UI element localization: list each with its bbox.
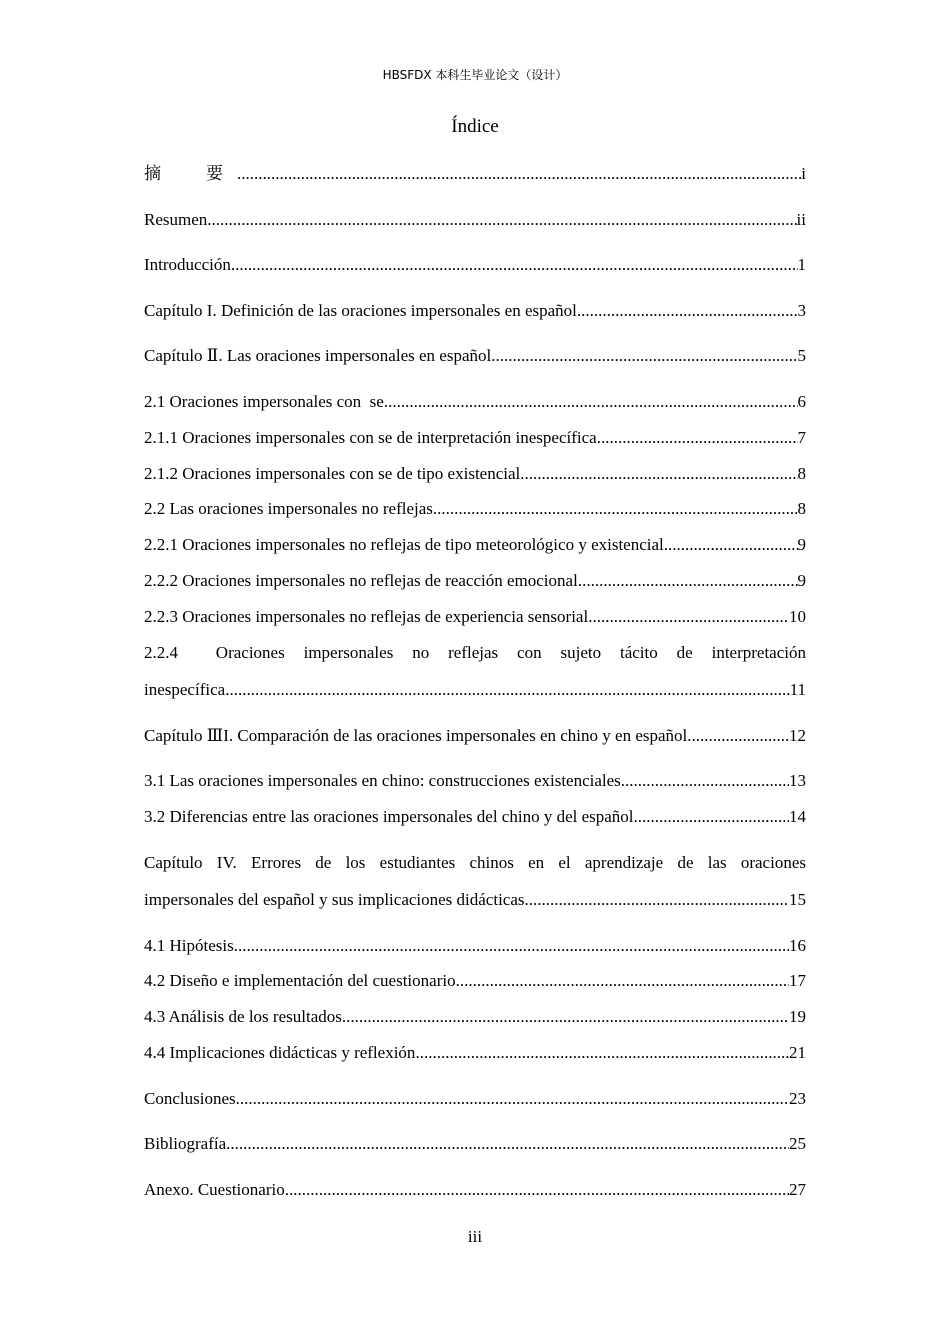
toc-entry-page: 27	[789, 1180, 806, 1199]
toc-leader-dots	[237, 163, 801, 185]
toc-leader-dots	[577, 300, 798, 322]
toc-entry-label: 2.1.2 Oraciones impersonales con se de tipo existencial	[144, 464, 521, 483]
toc-entry-label: 2.2.1 Oraciones impersonales no reflejas de tipo meteorológico y existencial	[144, 535, 664, 554]
toc-entry-4-3[interactable]	[144, 1006, 806, 1028]
toc-entry-label: 4.2 Diseño e implementación del cuestionario	[144, 971, 456, 990]
toc-entry-label: 2.1.1 Oraciones impersonales con se de interpretación inespecífica	[144, 428, 597, 447]
toc-entry-page: 10	[789, 607, 806, 626]
toc-entry-label: Capítulo Ⅱ. Las oraciones impersonales en español	[144, 346, 492, 365]
toc-entry-label: 4.3 Análisis de los resultados	[144, 1007, 342, 1026]
toc-entry-page: 3	[797, 301, 806, 320]
toc-entry-capitulo-4-line1[interactable]	[144, 852, 806, 874]
toc-entry-page: 17	[789, 971, 806, 990]
toc-leader-dots	[520, 463, 797, 485]
toc-leader-dots	[687, 725, 789, 747]
toc-entry-page: 9	[797, 535, 806, 554]
toc-entry-page: 16	[789, 936, 806, 955]
toc-entry-label: 2.2 Las oraciones impersonales no reflejas	[144, 499, 433, 518]
toc-entry-conclusiones[interactable]	[144, 1088, 806, 1110]
toc-leader-dots	[491, 345, 797, 367]
toc-entry-page: 15	[789, 890, 806, 909]
toc-entry-anexo[interactable]	[144, 1179, 806, 1201]
toc-entry-2-2-4-line1[interactable]	[144, 642, 806, 664]
toc-entry-page: 13	[789, 771, 806, 790]
toc-entry-label: Capítulo ⅢI. Comparación de las oraciones impersonales en chino y en español	[144, 726, 688, 745]
page-number: iii	[467, 1227, 483, 1246]
toc-entry-label: 2.1 Oraciones impersonales con se	[144, 392, 384, 411]
toc-leader-dots	[231, 254, 798, 276]
toc-entry-page: 8	[797, 464, 806, 483]
toc-entry-label: impersonales del español y sus implicaciones didácticas	[144, 890, 525, 909]
toc-leader-dots	[433, 498, 798, 520]
toc-entry-page: 25	[789, 1134, 806, 1153]
toc-leader-dots	[225, 679, 789, 701]
toc-entry-label: Anexo. Cuestionario	[144, 1180, 285, 1199]
toc-leader-dots	[664, 534, 798, 556]
toc-leader-dots	[415, 1042, 789, 1064]
toc-entry-label: 3.2 Diferencias entre las oraciones impersonales del chino y del español	[144, 807, 634, 826]
toc-entry-label: inespecífica	[144, 680, 226, 699]
toc-leader-dots	[621, 770, 789, 792]
toc-entry-page: 5	[797, 346, 806, 365]
toc-leader-dots	[588, 606, 789, 628]
page-title: Índice	[451, 116, 499, 137]
toc-leader-dots	[234, 935, 789, 957]
toc-leader-dots	[384, 391, 798, 413]
toc-entry-2-2-3[interactable]	[144, 606, 806, 628]
toc-entry-capitulo-3[interactable]	[144, 725, 806, 747]
toc-entry-4-4[interactable]	[144, 1042, 806, 1064]
toc-entry-label: Conclusiones	[144, 1089, 236, 1108]
toc-entry-label: 2.2.4 Oraciones impersonales no reflejas con sujeto tácito de interpretación	[144, 643, 806, 662]
toc-entry-capitulo-2[interactable]	[144, 345, 806, 367]
toc-entry-label: 3.1 Las oraciones impersonales en chino: construcciones existenciales	[144, 771, 621, 790]
toc-entry-2-2-1[interactable]	[144, 534, 806, 556]
toc-entry-label: Capítulo I. Definición de las oraciones impersonales en español	[144, 301, 577, 320]
toc-entry-bibliografia[interactable]	[144, 1133, 806, 1155]
toc-leader-dots	[634, 806, 789, 828]
toc-entry-2-2-4[interactable]	[144, 679, 806, 701]
toc-entry-page: 7	[797, 428, 806, 447]
toc-entry-2-1[interactable]	[144, 391, 806, 413]
toc-entry-label: Capítulo IV. Errores de los estudiantes chinos en el aprendizaje de las oraciones	[144, 853, 806, 872]
toc-leader-dots	[342, 1006, 789, 1028]
toc-entry-2-2[interactable]	[144, 498, 806, 520]
toc-leader-dots	[578, 570, 798, 592]
toc-entry-page: 21	[789, 1043, 806, 1062]
toc-entry-4-2[interactable]	[144, 970, 806, 992]
toc-entry-page: 11	[789, 680, 806, 699]
toc-leader-dots	[226, 1133, 789, 1155]
toc-entry-3-1[interactable]	[144, 770, 806, 792]
toc-leader-dots	[236, 1088, 789, 1110]
toc-leader-dots	[285, 1179, 789, 1201]
toc-leader-dots	[597, 427, 798, 449]
toc-leader-dots	[456, 970, 789, 992]
toc-entry-page: ii	[796, 210, 806, 229]
toc-entry-capitulo-4[interactable]	[144, 889, 806, 911]
toc-entry-page: i	[801, 164, 806, 183]
toc-entry-capitulo-1[interactable]	[144, 300, 806, 322]
toc-entry-label: 2.2.3 Oraciones impersonales no reflejas de experiencia sensorial	[144, 607, 589, 626]
toc-entry-label: 摘 要	[144, 164, 237, 184]
toc-entry-page: 1	[797, 255, 806, 274]
toc-entry-abstract-cn[interactable]	[144, 163, 806, 185]
toc-entry-2-1-1[interactable]	[144, 427, 806, 449]
toc-entry-label: Bibliografía	[144, 1134, 227, 1153]
toc-entry-page: 6	[797, 392, 806, 411]
toc-entry-page: 12	[789, 726, 806, 745]
toc-entry-4-1[interactable]	[144, 935, 806, 957]
toc-leader-dots	[207, 209, 796, 231]
page-header: HBSFDX 本科生毕业论文（设计）	[382, 68, 568, 82]
toc-entry-page: 9	[797, 571, 806, 590]
toc-entry-introduccion[interactable]	[144, 254, 806, 276]
toc-entry-label: Resumen	[144, 210, 208, 229]
toc-entry-3-2[interactable]	[144, 806, 806, 828]
toc-entry-label: 4.1 Hipótesis	[144, 936, 234, 955]
toc-entry-label: Introducción	[144, 255, 231, 274]
toc-leader-dots	[525, 889, 789, 911]
toc-entry-2-2-2[interactable]	[144, 570, 806, 592]
toc-entry-label: 4.4 Implicaciones didácticas y reflexión	[144, 1043, 416, 1062]
toc-entry-label: 2.2.2 Oraciones impersonales no reflejas de reacción emocional	[144, 571, 578, 590]
toc-entry-page: 23	[789, 1089, 806, 1108]
toc-entry-page: 14	[789, 807, 806, 826]
toc-entry-resumen[interactable]	[144, 209, 806, 231]
toc-entry-page: 19	[789, 1007, 806, 1026]
toc-entry-page: 8	[797, 499, 806, 518]
toc-entry-2-1-2[interactable]	[144, 463, 806, 485]
